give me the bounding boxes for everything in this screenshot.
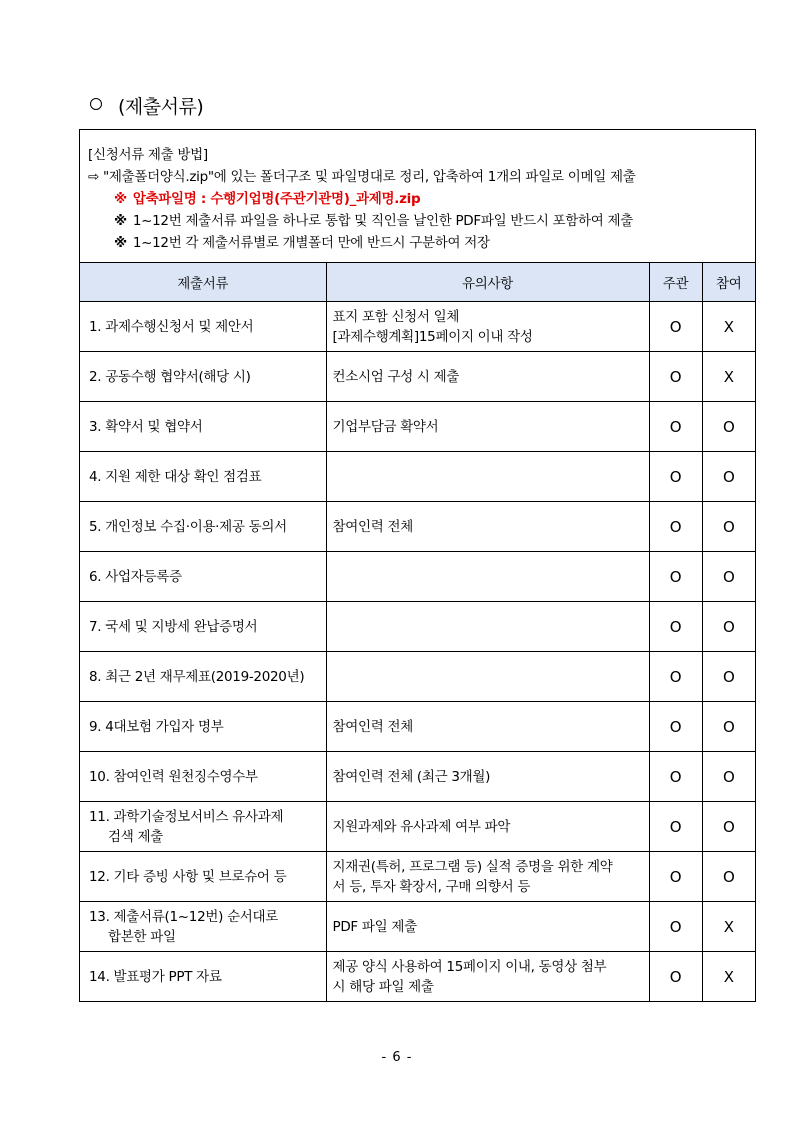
table-row — [80, 452, 755, 502]
note-text-continued: [과제수행계획]15페이지 이내 작성 — [332, 328, 533, 345]
note-cell — [326, 502, 649, 552]
table-row — [80, 952, 755, 1002]
note-cell — [326, 852, 649, 902]
note-text: 컨소시엄 구성 시 제출 — [332, 368, 460, 385]
table-row — [80, 902, 755, 952]
header-notes: 유의사항 — [326, 263, 649, 302]
participant-mark: O — [702, 502, 755, 552]
document-name-continued: 검색 제출 — [108, 828, 163, 845]
document-name-cell — [80, 802, 326, 852]
participant-mark: O — [702, 552, 755, 602]
document-name-cell — [80, 402, 326, 452]
document-name-cell — [80, 352, 326, 402]
document-name-cell — [80, 552, 326, 602]
method-note-2 — [88, 210, 747, 232]
submission-method — [80, 130, 755, 263]
document-name: 3. 확약서 및 협약서 — [89, 418, 203, 435]
lead-mark: O — [649, 452, 702, 502]
table-row — [80, 702, 755, 752]
lead-mark: O — [649, 752, 702, 802]
section-title: (제출서류) — [118, 96, 204, 118]
document-name-cell — [80, 502, 326, 552]
participant-mark: O — [702, 802, 755, 852]
header-lead: 주관 — [649, 263, 702, 302]
note-cell — [326, 752, 649, 802]
note-text: PDF 파일 제출 — [332, 918, 417, 935]
method-note-text: 압축파일명 : 수행기업명(주관기관명)_과제명.zip — [132, 191, 421, 207]
note-cell — [326, 702, 649, 752]
participant-mark: O — [702, 852, 755, 902]
note-cell — [326, 402, 649, 452]
note-text: 지원과제와 유사과제 여부 파악 — [332, 818, 511, 835]
lead-mark: O — [649, 302, 702, 352]
note-cell — [326, 602, 649, 652]
document-name-cell — [80, 302, 326, 352]
lead-mark: O — [649, 402, 702, 452]
document-name: 6. 사업자등록증 — [89, 568, 182, 585]
table-row — [80, 602, 755, 652]
lead-mark: O — [649, 352, 702, 402]
document-name: 10. 참여인력 원천징수영수부 — [89, 768, 258, 785]
method-note-text: 1~12번 각 제출서류별로 개별폴더 만에 반드시 구분하여 저장 — [132, 235, 490, 251]
note-cell — [326, 302, 649, 352]
document-name: 4. 지원 제한 대상 확인 점검표 — [89, 468, 262, 485]
lead-mark: O — [649, 652, 702, 702]
page-number: - 6 - — [381, 1050, 413, 1065]
table-row — [80, 402, 755, 452]
note-text: 참여인력 전체 — [332, 518, 413, 535]
note-text: 지재권(특허, 프로그램 등) 실적 증명을 위한 계약 — [332, 858, 613, 875]
right-arrow-icon: ⇨ — [88, 169, 100, 185]
submission-box — [79, 129, 756, 1002]
note-text: 기업부담금 확약서 — [332, 418, 439, 435]
method-arrow-text: "제출폴더양식.zip"에 있는 폴더구조 및 파일명대로 정리, 압축하여 1개의 파일로 이메일 제출 — [103, 169, 636, 185]
method-arrow-line — [88, 166, 747, 188]
note-text: 표지 포함 신청서 일체 — [332, 308, 460, 325]
participant-mark: O — [702, 752, 755, 802]
document-name: 2. 공동수행 협약서(해당 시) — [89, 368, 251, 385]
document-name-cell — [80, 952, 326, 1002]
table-row — [80, 802, 755, 852]
participant-mark: X — [702, 902, 755, 952]
document-name: 14. 발표평가 PPT 자료 — [89, 968, 222, 985]
document-name-cell — [80, 902, 326, 952]
document-name: 1. 과제수행신청서 및 제안서 — [89, 318, 254, 335]
document-name: 11. 과학기술정보서비스 유사과제 — [89, 808, 284, 825]
document-name-cell — [80, 652, 326, 702]
circle-bullet-icon — [90, 98, 102, 110]
note-cell — [326, 652, 649, 702]
method-note-text: 1~12번 제출서류 파일을 하나로 통합 및 직인을 날인한 PDF파일 반드시 포함하여 제출 — [132, 213, 633, 229]
table-row — [80, 552, 755, 602]
method-note-1 — [88, 188, 747, 210]
lead-mark: O — [649, 552, 702, 602]
participant-mark: X — [702, 352, 755, 402]
participant-mark: O — [702, 602, 755, 652]
lead-mark: O — [649, 502, 702, 552]
document-name: 8. 최근 2년 재무제표(2019-2020년) — [89, 668, 305, 685]
method-note-3 — [88, 232, 747, 254]
section-heading — [90, 92, 203, 119]
note-cell — [326, 952, 649, 1002]
participant-mark: O — [702, 402, 755, 452]
participant-mark: X — [702, 952, 755, 1002]
document-name-cell — [80, 602, 326, 652]
lead-mark: O — [649, 802, 702, 852]
lead-mark: O — [649, 902, 702, 952]
note-cell — [326, 902, 649, 952]
document-name: 13. 제출서류(1~12번) 순서대로 — [89, 908, 279, 925]
note-text: 참여인력 전체 — [332, 718, 413, 735]
lead-mark: O — [649, 602, 702, 652]
lead-mark: O — [649, 952, 702, 1002]
documents-table — [80, 263, 755, 1001]
note-cell — [326, 452, 649, 502]
table-header-row — [80, 263, 755, 302]
table-row — [80, 652, 755, 702]
document-name: 9. 4대보험 가입자 명부 — [89, 718, 224, 735]
note-text-continued: 시 해당 파일 제출 — [332, 978, 434, 995]
method-title: [신청서류 제출 방법] — [88, 147, 208, 163]
reference-mark-icon: ※ — [114, 213, 127, 229]
reference-mark-icon: ※ — [114, 235, 127, 251]
note-cell — [326, 352, 649, 402]
document-name: 5. 개인정보 수집·이용·제공 동의서 — [89, 518, 287, 535]
document-name-continued: 합본한 파일 — [108, 928, 176, 945]
table-row — [80, 752, 755, 802]
header-documents: 제출서류 — [80, 263, 326, 302]
note-text: 참여인력 전체 (최근 3개월) — [332, 768, 491, 785]
table-row — [80, 852, 755, 902]
lead-mark: O — [649, 852, 702, 902]
document-name-cell — [80, 702, 326, 752]
note-cell — [326, 802, 649, 852]
note-text: 제공 양식 사용하여 15페이지 이내, 동영상 첨부 — [332, 958, 607, 975]
lead-mark: O — [649, 702, 702, 752]
note-text-continued: 서 등, 투자 확장서, 구매 의향서 등 — [332, 878, 531, 895]
reference-mark-icon: ※ — [114, 191, 127, 207]
participant-mark: X — [702, 302, 755, 352]
header-participant: 참여 — [702, 263, 755, 302]
document-name-cell — [80, 752, 326, 802]
document-name-cell — [80, 452, 326, 502]
table-row — [80, 302, 755, 352]
note-cell — [326, 552, 649, 602]
participant-mark: O — [702, 652, 755, 702]
participant-mark: O — [702, 452, 755, 502]
table-row — [80, 352, 755, 402]
document-name: 7. 국세 및 지방세 완납증명서 — [89, 618, 258, 635]
table-row — [80, 502, 755, 552]
document-name-cell — [80, 852, 326, 902]
participant-mark: O — [702, 702, 755, 752]
document-name: 12. 기타 증빙 사항 및 브로슈어 등 — [89, 868, 287, 885]
